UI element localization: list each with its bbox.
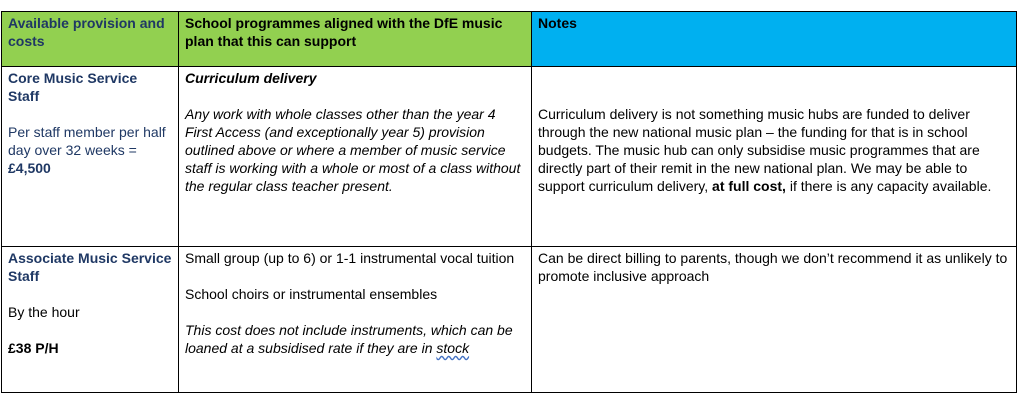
provision-title: Core Music Service Staff <box>8 70 138 104</box>
header-notes: Notes <box>532 12 1017 67</box>
programme-line: Small group (up to 6) or 1-1 instrumental vocal tuition <box>185 250 515 266</box>
provision-cell <box>2 247 179 393</box>
table-row <box>2 247 1017 393</box>
provision-detail: Per staff member per half day over 32 weeks = <box>8 124 166 158</box>
provision-title: Associate Music Service Staff <box>8 250 172 284</box>
provision-detail: By the hour <box>8 304 80 320</box>
header-row <box>2 12 1017 67</box>
notes-cell <box>532 67 1017 247</box>
provision-table <box>1 11 1017 393</box>
programme-text: Any work with whole classes other than the year 4 First Access (and exceptionally year 5) provision outlined above or where a member of music service staff is working with a whole or most of a class without the regular class teacher present. <box>185 106 521 194</box>
programme-note: This cost does not include instruments, which can be loaned at a subsidised rate if they are in stock <box>185 322 513 356</box>
notes-text: Curriculum delivery is not something music hubs are funded to deliver through the new national music plan – the funding for that is in school budgets. The music hub can only subsidise music programmes that are directly part of their remit in the new national plan. We may be able to support curriculum delivery, at full cost, if there is any capacity available. <box>538 106 992 194</box>
notes-cell <box>532 247 1017 393</box>
programme-title: Curriculum delivery <box>185 70 317 86</box>
notes-text: Can be direct billing to parents, though we don’t recommend it as unlikely to promote inclusive approach <box>538 250 1008 284</box>
programme-cell <box>179 247 532 393</box>
programme-cell <box>179 67 532 247</box>
provision-cell <box>2 67 179 247</box>
provision-cost: £4,500 <box>8 160 51 176</box>
provision-cost: £38 P/H <box>8 340 59 356</box>
programme-line: School choirs or instrumental ensembles <box>185 286 438 302</box>
header-programmes: School programmes aligned with the DfE music plan that this can support <box>179 12 532 67</box>
table-row <box>2 67 1017 247</box>
header-provision: Available provision and costs <box>2 12 179 67</box>
